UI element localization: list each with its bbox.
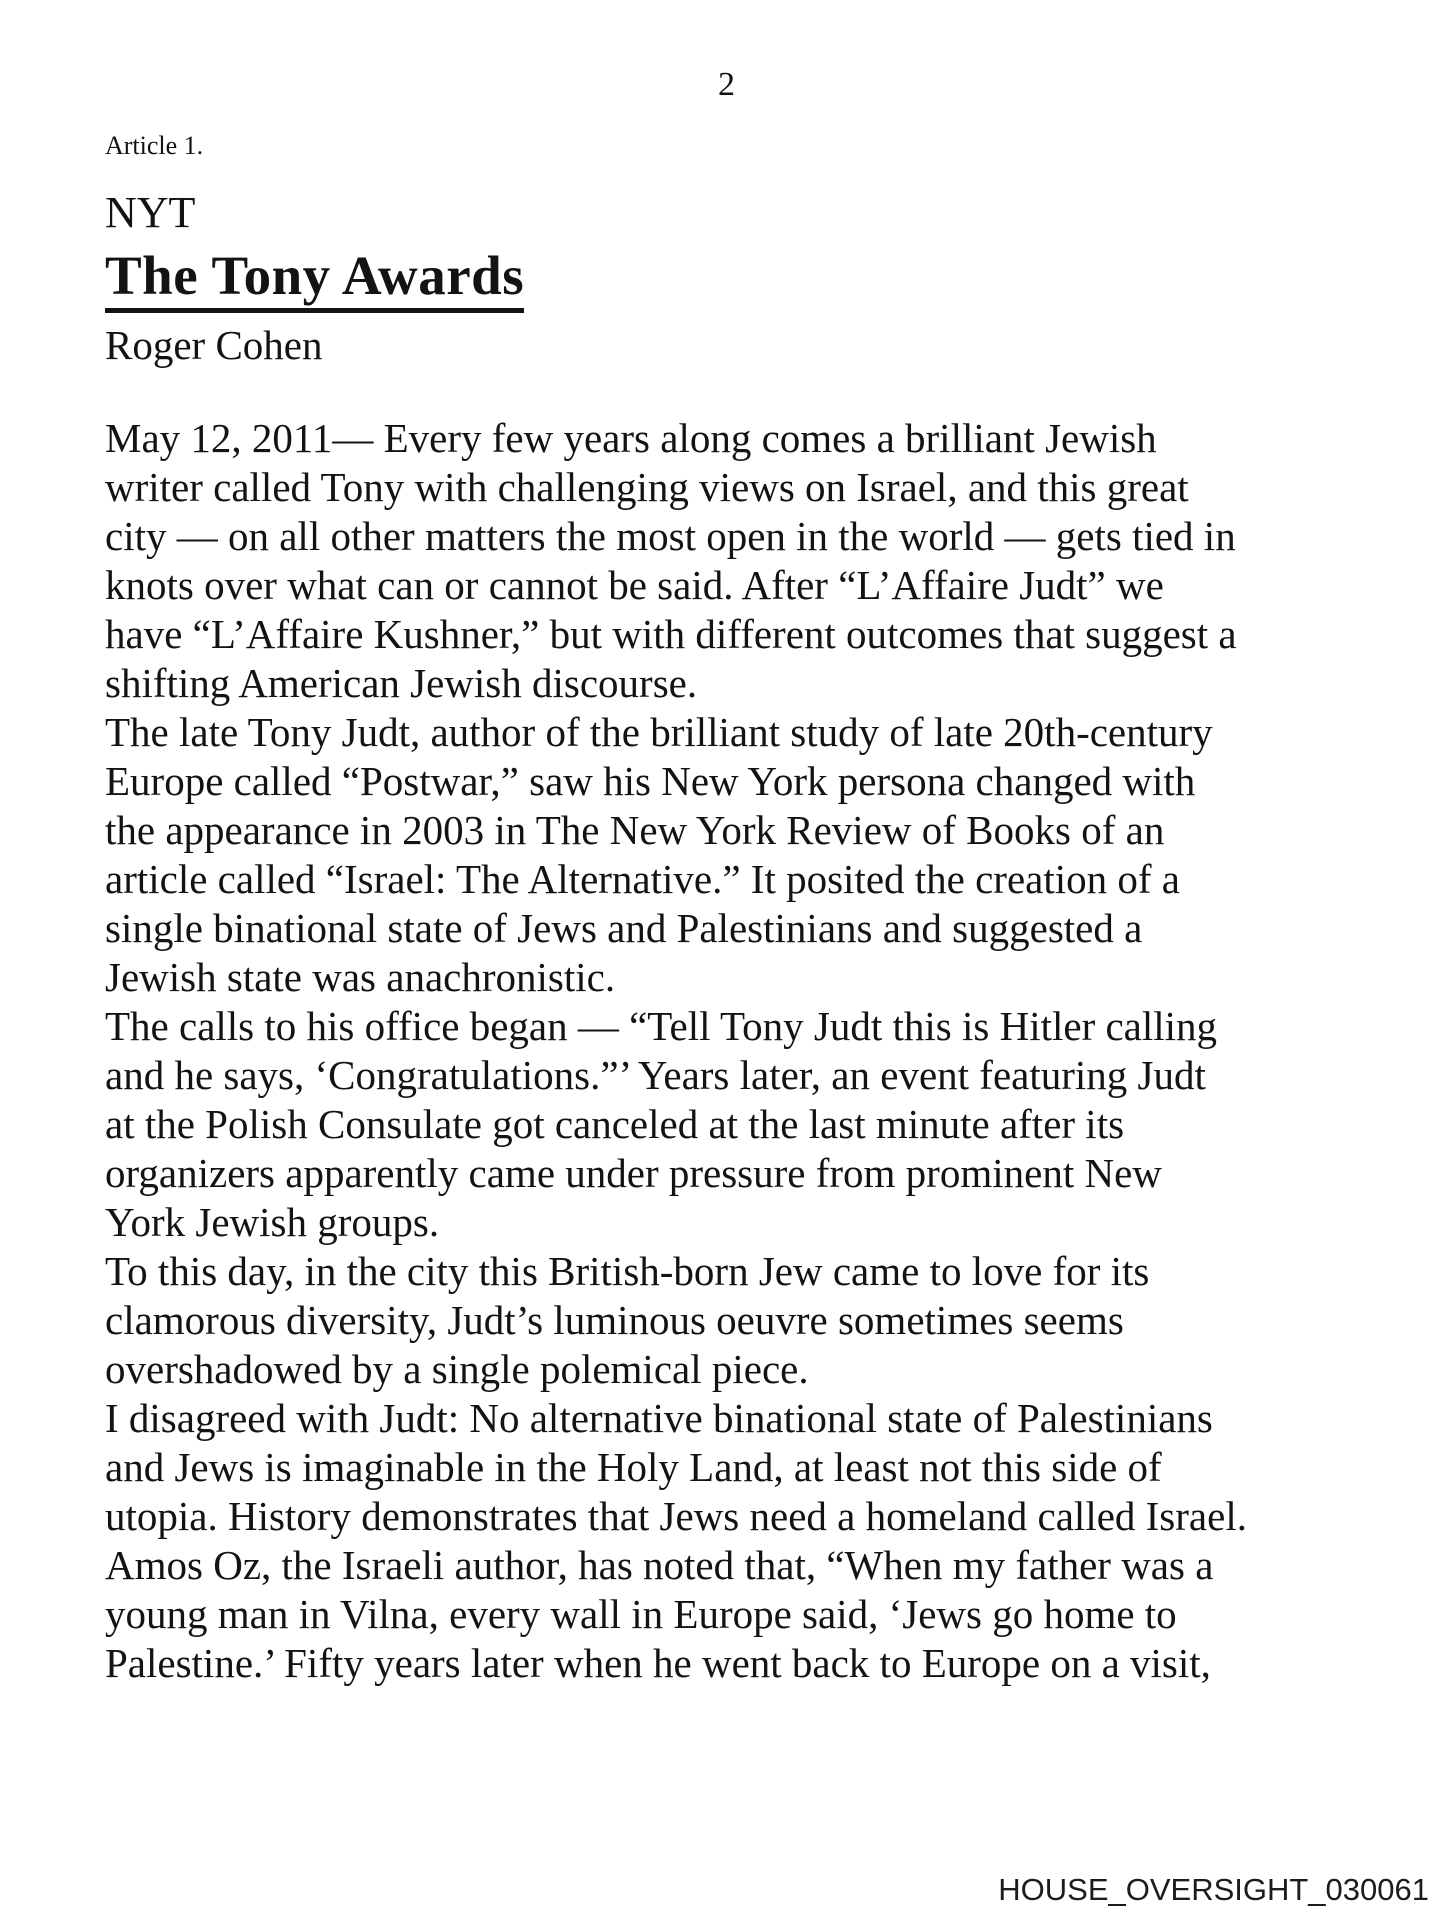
body-line: the appearance in 2003 in The New York Review of Books of an	[105, 807, 1165, 853]
article-body	[105, 414, 1365, 1688]
body-line: To this day, in the city this British-born Jew came to love for its	[105, 1248, 1150, 1294]
body-line: May 12, 2011— Every few years along comes a brilliant Jewish	[105, 415, 1157, 461]
body-line: city — on all other matters the most open in the world — gets tied in	[105, 513, 1236, 559]
body-line: organizers apparently came under pressure from prominent New	[105, 1150, 1162, 1196]
body-line: young man in Vilna, every wall in Europe said, ‘Jews go home to	[105, 1591, 1177, 1637]
body-line: shifting American Jewish discourse.	[105, 660, 698, 706]
body-line: clamorous diversity, Judt’s luminous oeuvre sometimes seems	[105, 1297, 1124, 1343]
body-line: article called “Israel: The Alternative.” It posited the creation of a	[105, 856, 1180, 902]
body-line: and he says, ‘Congratulations.”’ Years later, an event featuring Judt	[105, 1052, 1206, 1098]
body-line: Jewish state was anachronistic.	[105, 954, 616, 1000]
article-title-text: The Tony Awards	[105, 246, 524, 313]
body-line: have “L’Affaire Kushner,” but with different outcomes that suggest a	[105, 611, 1237, 657]
body-line: utopia. History demonstrates that Jews need a homeland called Israel.	[105, 1493, 1247, 1539]
body-line: York Jewish groups.	[105, 1199, 440, 1245]
body-line: The calls to his office began — “Tell Tony Judt this is Hitler calling	[105, 1003, 1218, 1049]
article-title	[105, 246, 524, 313]
body-line: The late Tony Judt, author of the brilliant study of late 20th-century	[105, 709, 1213, 755]
page-number: 2	[718, 66, 735, 103]
body-line: writer called Tony with challenging views on Israel, and this great	[105, 464, 1189, 510]
body-line: at the Polish Consulate got canceled at the last minute after its	[105, 1101, 1125, 1147]
body-line: overshadowed by a single polemical piece.	[105, 1346, 809, 1392]
bates-number-label: HOUSE_OVERSIGHT_030061	[998, 1872, 1429, 1907]
byline: Roger Cohen	[105, 322, 323, 368]
body-line: Amos Oz, the Israeli author, has noted that, “When my father was a	[105, 1542, 1214, 1588]
body-line: Europe called “Postwar,” saw his New York persona changed with	[105, 758, 1196, 804]
body-line: and Jews is imaginable in the Holy Land, at least not this side of	[105, 1444, 1162, 1490]
article-label: Article 1.	[105, 131, 204, 160]
body-line: knots over what can or cannot be said. After “L’Affaire Judt” we	[105, 562, 1164, 608]
source-abbreviation: NYT	[105, 188, 196, 237]
body-line: single binational state of Jews and Palestinians and suggested a	[105, 905, 1143, 951]
body-line: Palestine.’ Fifty years later when he went back to Europe on a visit,	[105, 1640, 1211, 1686]
body-line: I disagreed with Judt: No alternative binational state of Palestinians	[105, 1395, 1213, 1441]
